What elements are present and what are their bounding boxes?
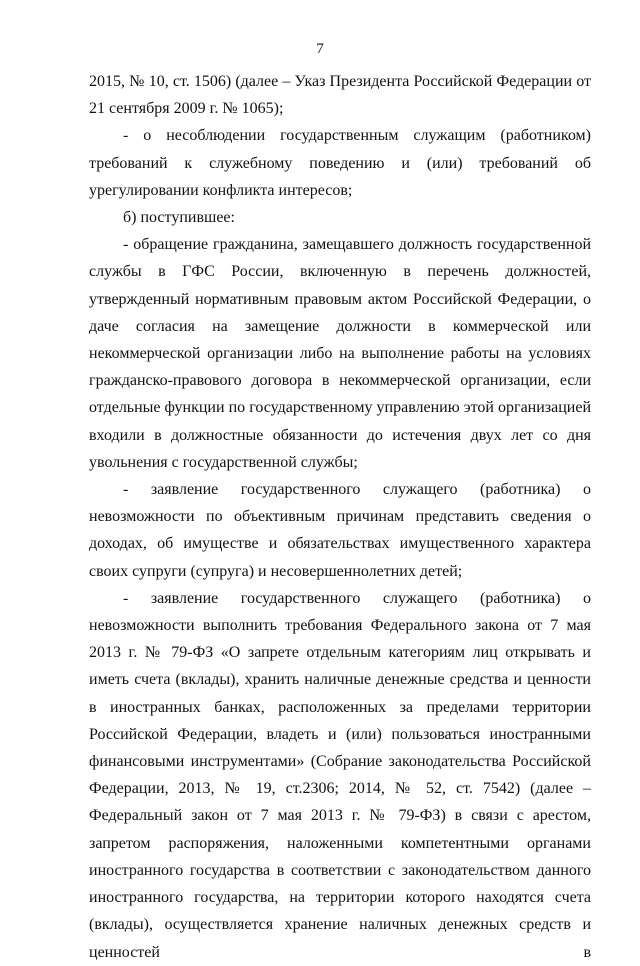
- paragraph-received-heading: б) поступившее:: [123, 209, 235, 227]
- paragraph-non-compliance: - о несоблюдении государственным служащим (работником) требований к служебному поведению и (или) требований об урегулировании конфликта интересов;: [89, 127, 591, 199]
- page-number: 7: [316, 41, 324, 57]
- paragraph-foreign-accounts: - заявление государственного служащего (работника) о невозможности выполнить требования Федерального закона от 7 мая 2013 г. № 79-ФЗ «О запрете отдельным категориям лиц открывать и иметь счета (вклады), хранить наличные денежные средства и ценности в иностранных банках, расположенных за пределами территории Российской Федерации, владеть и (или) пользоваться иностранными финансовыми инструментами» (Собрание законодательства Российской Федерации, 2013, № 19, ст.2306; 2014, № 52, ст. 7542) (далее – Федеральный закон от 7 мая 2013 г. № 79-ФЗ) в связи с арестом, запретом распоряжения, наложенными компетентными органами иностранного государства в соответствии с законодательством данного иностранного государства, на территории которого находятся счета (вклады), осуществляется хранение наличных денежных средств и ценностей в: [89, 589, 591, 961]
- paragraph-decree-reference: 2015, № 10, ст. 1506) (далее – Указ Президента Российской Федерации от 21 сентября 2009 г. № 1065);: [89, 73, 591, 118]
- paragraph-citizen-appeal: - обращение гражданина, замещавшего должность государственной службы в ГФС России, включенную в перечень должностей, утвержденный нормативным правовым актом Российской Федерации, о даче согласия на замещение должности в коммерческой или некоммерческой организации либо на выполнение работы на условиях гражданско-правового договора в некоммерческой организации, если отдельные функции по государственному управлению этой организацией входили в должностные обязанности до истечения двух лет со дня увольнения с государственной службы;: [89, 236, 591, 471]
- document-body: [89, 68, 591, 966]
- paragraph-income-statement: - заявление государственного служащего (работника) о невозможности по объективным причинам представить сведения о доходах, об имуществе и обязательствах имущественного характера своих супруги (супруга) и несовершеннолетних детей;: [89, 481, 591, 580]
